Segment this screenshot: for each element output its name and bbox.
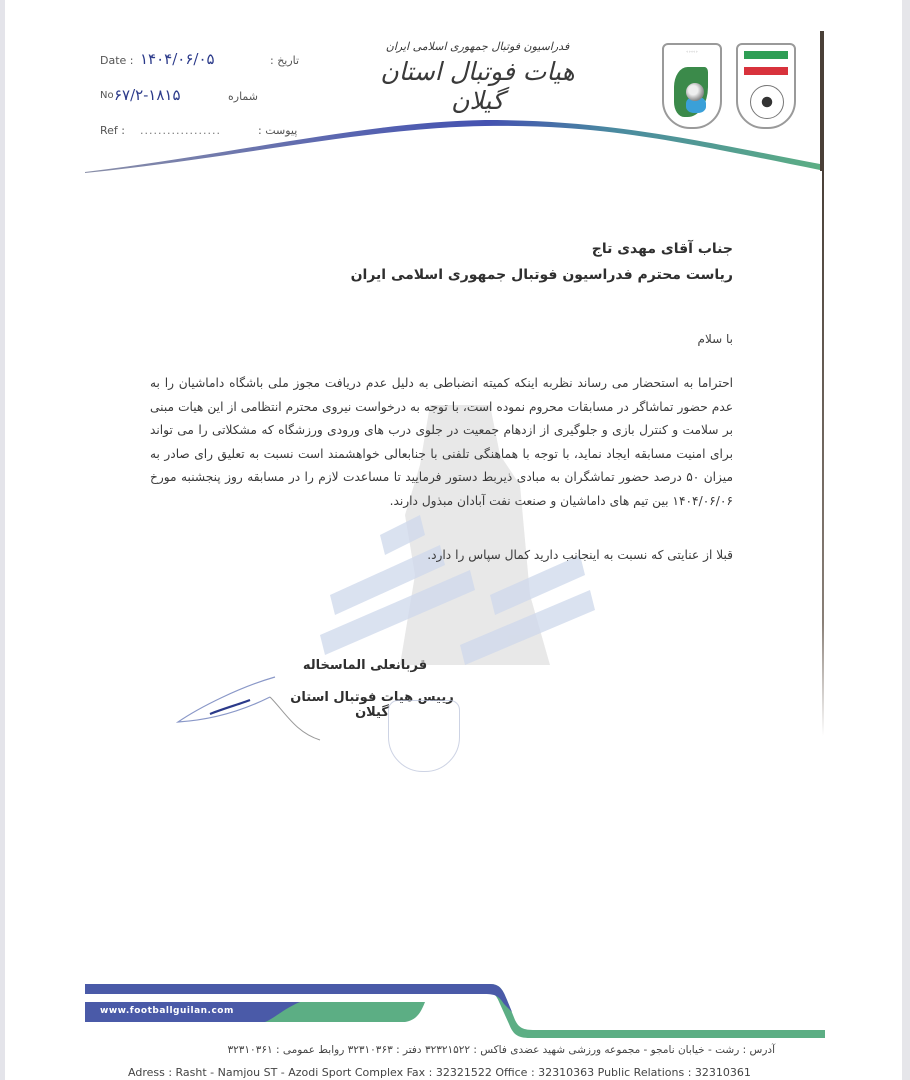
board-title: هیات فوتبال استان گیلان: [380, 57, 575, 115]
footer-address-fa: آدرس : رشت - خیابان نامجو - مجموعه ورزشی شهید عضدی فاکس : ۳۲۳۲۱۵۲۲ دفتر : ۳۲۳۱۰۳۶۳ روابط عمومی : ۳۲۳۱۰۳۶۱: [227, 1044, 775, 1056]
flag-green-stripe: [744, 51, 788, 59]
guilan-association-logo: [662, 43, 722, 129]
footer-address-en: Adress : Rasht - Namjou ST - Azodi Sport Complex Fax : 32321522 Office : 32310363 Public Relations : 32310361: [128, 1066, 751, 1079]
number-value: ۶۷/۲-۱۸۱۵: [114, 86, 181, 104]
signatory-title: رییس هیات فوتبال استان گیلان: [290, 690, 454, 720]
margin-rule-fade: [822, 171, 824, 736]
date-label-en: Date :: [100, 54, 134, 67]
date-value: ۱۴۰۴/۰۶/۰۵: [140, 50, 215, 68]
number-row: [100, 88, 350, 106]
letter-body: احتراما به استحضار می رساند نظربه اینکه کمیته انضباطی به دلیل عدم دریافت مجوز ملی باشگاه داماشیان را به عدم حضور تماشاگر در مسابقات محروم نموده است، با توجه به درخواست نیروی محترم انتظامی از این هیات مبنی بر سلامت و کنترل بازی و جلوگیری از ازدهام جمعیت در جلوی درب های ورودی ورزشگاه که مشکلاتی را می تواند برای امنیت مسابقه ایجاد نماید، با توجه با هماهنگی تلفنی با جنابعالی خواهشمند است نسبت به تعلیق رای صادر به میزان ۵۰ درصد حضور تماشگران به مبادی ذیربط دستور فرمایید تا مساعدت لازم را در مسابقه روز پنجشنبه مورخ ۱۴۰۴/۰۶/۰۶ بین تیم های داماشیان و صنعت نفت آبادان مبذول دارند.: [150, 376, 733, 508]
federation-line: فدراسیون فوتبال جمهوری اسلامی ایران: [385, 40, 570, 53]
greeting: با سلام: [697, 332, 733, 346]
football-icon: [686, 83, 704, 101]
website-link[interactable]: www.footballguilan.com: [100, 1006, 234, 1016]
page-edge-left: [0, 0, 5, 1080]
ref-label-fa: پیوست :: [258, 124, 298, 137]
guilan-logo-caption: ◦◦◦◦◦: [686, 49, 698, 54]
addressee: [351, 236, 733, 288]
number-label-en: No: [100, 90, 114, 101]
signatory-name: قربانعلی الماسخاله: [302, 658, 428, 673]
addressee-title: ریاست محترم فدراسیون فوتبال جمهوری اسلامی ایران: [350, 267, 733, 283]
ref-label-en: Ref :: [100, 124, 125, 137]
date-label-fa: تاریخ :: [270, 54, 300, 67]
iran-federation-logo: [736, 43, 796, 129]
date-row: [100, 52, 350, 70]
flag-white-stripe: [744, 59, 788, 67]
football-icon: [750, 85, 784, 119]
letterhead-title: [360, 40, 595, 115]
page-edge-right: [902, 0, 910, 1080]
header-swoosh: [85, 118, 825, 180]
number-label-fa: شماره: [228, 90, 259, 103]
handwritten-signature: [170, 672, 330, 742]
official-stamp: [388, 700, 460, 772]
flag-red-stripe: [744, 67, 788, 75]
closing-line: قبلا از عنایتی که نسبت به اینجانب دارید کمال سپاس را دارد.: [427, 548, 733, 562]
addressee-name: جناب آقای مهدی تاج: [591, 241, 733, 257]
ref-value: ..................: [140, 124, 221, 137]
